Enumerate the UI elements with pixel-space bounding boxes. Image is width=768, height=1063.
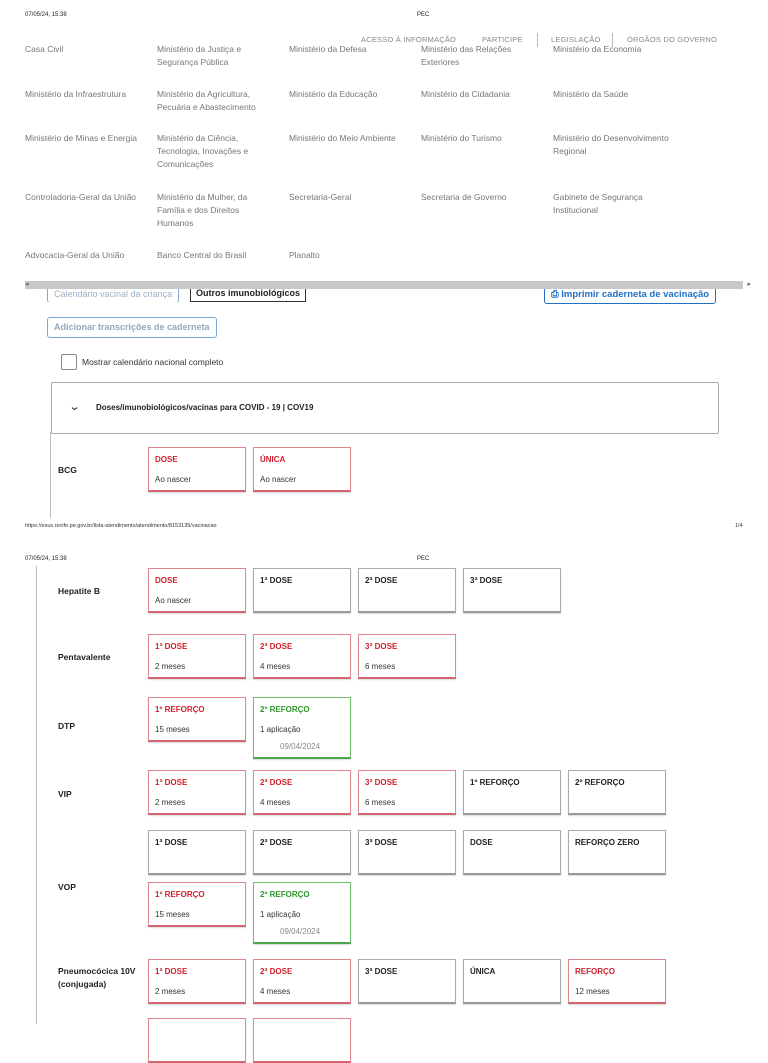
vaccine-name: Hepatite B [58, 586, 101, 596]
dose-title: DOSE [155, 576, 178, 585]
dose-card[interactable] [253, 568, 351, 613]
gov-link[interactable]: Ministério da Saúde [553, 89, 629, 99]
dose-title: REFORÇO [575, 967, 615, 976]
dose-card[interactable] [568, 830, 666, 875]
print-datetime: 07/05/24, 15:38 [25, 12, 67, 18]
dose-title: 2ª DOSE [365, 576, 398, 585]
gov-link[interactable]: Ministério da Agricultura, Pecuária e Abastecimento [157, 89, 256, 112]
nav-orgaos-governo[interactable]: ÓRGÃOS DO GOVERNO [627, 35, 718, 44]
dose-title: 2º REFORÇO [260, 890, 310, 899]
dose-age: Ao nascer [155, 596, 192, 605]
dose-age: 1 aplicação [260, 725, 301, 734]
dose-card[interactable] [463, 830, 561, 875]
gov-link[interactable]: Ministério da Cidadania [421, 89, 510, 99]
dose-card[interactable] [253, 697, 351, 759]
gov-link[interactable]: Ministério da Economia [553, 44, 642, 54]
dose-title: 2º REFORÇO [575, 778, 625, 787]
gov-link[interactable]: Ministério do Meio Ambiente [289, 133, 396, 143]
dose-age: 6 meses [365, 798, 396, 807]
dose-card[interactable] [253, 634, 351, 679]
dose-title: 3ª DOSE [365, 838, 398, 847]
gov-link[interactable]: Planalto [289, 250, 320, 260]
dose-title: 3ª DOSE [365, 967, 398, 976]
dose-title: 1º REFORÇO [155, 890, 205, 899]
add-transcription-button[interactable]: Adicionar transcrições de caderneta [47, 317, 217, 338]
covid-panel-label: Doses/imunobiológicos/vacinas para COVID - 19 | COV19 [96, 403, 314, 412]
dose-card[interactable] [253, 447, 351, 492]
gov-link[interactable]: Gabinete de Segurança Institucional [553, 192, 643, 215]
dose-age: 2 meses [155, 798, 186, 807]
dose-age: 4 meses [260, 798, 291, 807]
dose-card[interactable] [358, 830, 456, 875]
printer-icon: ⎙ [551, 289, 562, 300]
dose-title: DOSE [470, 838, 493, 847]
gov-link[interactable]: Ministério da Defesa [289, 44, 367, 54]
dose-title: 1º REFORÇO [470, 778, 520, 787]
dose-age: 4 meses [260, 662, 291, 671]
covid-panel[interactable] [51, 382, 719, 434]
dose-age: 6 meses [365, 662, 396, 671]
dose-title: 1º REFORÇO [155, 705, 205, 714]
dose-date: 09/04/2024 [280, 927, 321, 936]
dose-card[interactable] [253, 770, 351, 815]
dose-card[interactable] [253, 830, 351, 875]
tab-outros-imunobiologicos[interactable]: Outros imunobiológicos [190, 289, 306, 302]
dose-card[interactable] [148, 959, 246, 1004]
scroll-left-icon[interactable]: ◂ [25, 281, 29, 288]
dose-age: 15 meses [155, 725, 190, 734]
dose-card[interactable] [148, 697, 246, 742]
dose-title: 1ª DOSE [260, 576, 293, 585]
dose-title: 3ª DOSE [365, 778, 398, 787]
dose-date: 09/04/2024 [280, 742, 321, 751]
dose-title: 2ª DOSE [260, 642, 293, 651]
dose-card[interactable] [358, 959, 456, 1004]
dose-card[interactable] [148, 568, 246, 613]
gov-link[interactable]: Ministério da Justiça e Segurança Pública [157, 44, 242, 67]
dose-title: DOSE [155, 455, 178, 464]
print-page-title-page2: PEC [417, 556, 430, 562]
dose-card[interactable] [463, 770, 561, 815]
dose-title: 2ª DOSE [260, 838, 293, 847]
dose-card[interactable] [148, 634, 246, 679]
dose-age: 2 meses [155, 662, 186, 671]
gov-link[interactable]: Ministério da Educação [289, 89, 378, 99]
dose-age: Ao nascer [155, 475, 192, 484]
list-border [36, 566, 37, 1024]
print-button-wrap [544, 289, 720, 304]
gov-link[interactable]: Ministério de Minas e Energia [25, 133, 137, 143]
dose-title: 3ª DOSE [365, 642, 398, 651]
dose-card[interactable] [148, 770, 246, 815]
print-page-title: PEC [417, 12, 430, 18]
dose-age: 12 meses [575, 987, 610, 996]
tab-calendario-crianca[interactable]: Calendário vacinal da criança [47, 289, 179, 302]
gov-link[interactable]: Ministério da Infraestrutura [25, 89, 127, 99]
dose-title: 1ª DOSE [155, 967, 188, 976]
dose-age: Ao nascer [260, 475, 297, 484]
horizontal-scrollbar[interactable] [25, 281, 751, 289]
show-calendar-label: Mostrar calendário nacional completo [82, 357, 224, 367]
dose-card[interactable] [148, 830, 246, 875]
print-card-button[interactable] [544, 289, 716, 304]
nav-legislacao[interactable]: LEGISLAÇÃO [551, 35, 601, 44]
show-calendar-checkbox[interactable] [61, 354, 77, 370]
dose-title: REFORÇO ZERO [575, 838, 640, 847]
dose-title: 1ª DOSE [155, 838, 188, 847]
list-border [50, 432, 51, 518]
gov-link[interactable]: Controladoria-Geral da União [25, 192, 137, 202]
gov-link[interactable]: Banco Central do Brasil [157, 250, 247, 260]
gov-link[interactable]: Ministério do Turismo [421, 133, 502, 143]
dose-age: 1 aplicação [260, 910, 301, 919]
dose-title: 2ª DOSE [260, 967, 293, 976]
dose-age: 4 meses [260, 987, 291, 996]
dose-title: 1ª DOSE [155, 642, 188, 651]
gov-link[interactable]: Secretaria de Governo [421, 192, 507, 202]
vaccine-name: DTP [58, 721, 75, 731]
dose-title: ÚNICA [470, 967, 496, 976]
dose-card[interactable] [148, 882, 246, 927]
dose-card[interactable] [568, 770, 666, 815]
chevron-down-icon[interactable]: ⌄ [68, 401, 81, 413]
print-datetime-page2: 07/05/24, 15:38 [25, 556, 67, 562]
dose-card[interactable] [358, 634, 456, 679]
dose-card[interactable] [463, 568, 561, 613]
print-footer-page: 1/4 [735, 523, 743, 529]
tabs-row [47, 289, 307, 302]
gov-link[interactable]: Ministério do Desenvolvimento Regional [553, 133, 669, 156]
gov-link[interactable]: Ministério da Mulher, da Família e dos Direitos Humanos [157, 192, 248, 228]
dose-card[interactable] [568, 959, 666, 1004]
nav-participe[interactable]: PARTICIPE [482, 35, 523, 44]
gov-link[interactable]: Ministério da Ciência, Tecnologia, Inovações e Comunicações [157, 133, 249, 169]
dose-title: 2º REFORÇO [260, 705, 310, 714]
dose-card[interactable] [148, 1018, 246, 1063]
dose-age: 15 meses [155, 910, 190, 919]
dose-title: 2ª DOSE [260, 778, 293, 787]
dose-card[interactable] [358, 568, 456, 613]
gov-link[interactable]: Secretaria-Geral [289, 192, 352, 202]
scroll-right-icon[interactable]: ▸ [747, 281, 751, 288]
print-button-label: Imprimir caderneta de vacinação [561, 289, 710, 300]
gov-link[interactable]: Casa Civil [25, 44, 64, 54]
vaccine-name: VIP [58, 789, 72, 799]
dose-card[interactable] [148, 447, 246, 492]
gov-link[interactable]: Advocacia-Geral da União [25, 250, 125, 260]
dose-card[interactable] [253, 959, 351, 1004]
dose-card[interactable] [253, 882, 351, 944]
dose-age: 2 meses [155, 987, 186, 996]
dose-card[interactable] [463, 959, 561, 1004]
dose-title: 3ª DOSE [470, 576, 503, 585]
dose-card[interactable] [358, 770, 456, 815]
vaccine-name: VOP [58, 882, 76, 892]
vaccine-name: BCG [58, 465, 77, 475]
vaccine-name: Pentavalente [58, 652, 111, 662]
nav-acesso-informacao[interactable]: ACESSO À INFORMAÇÃO [361, 35, 457, 44]
dose-card[interactable] [253, 1018, 351, 1063]
print-footer-url: https://esus.recife.pe.gov.br/lista-atendimento/atendimento/8153135/vacinacao [25, 523, 217, 529]
vaccine-name: Pneumocócica 10V (conjugada) [58, 966, 136, 989]
gov-link[interactable]: Ministério das Relações Exteriores [421, 44, 512, 67]
dose-title: ÚNICA [260, 455, 286, 464]
dose-title: 1ª DOSE [155, 778, 188, 787]
